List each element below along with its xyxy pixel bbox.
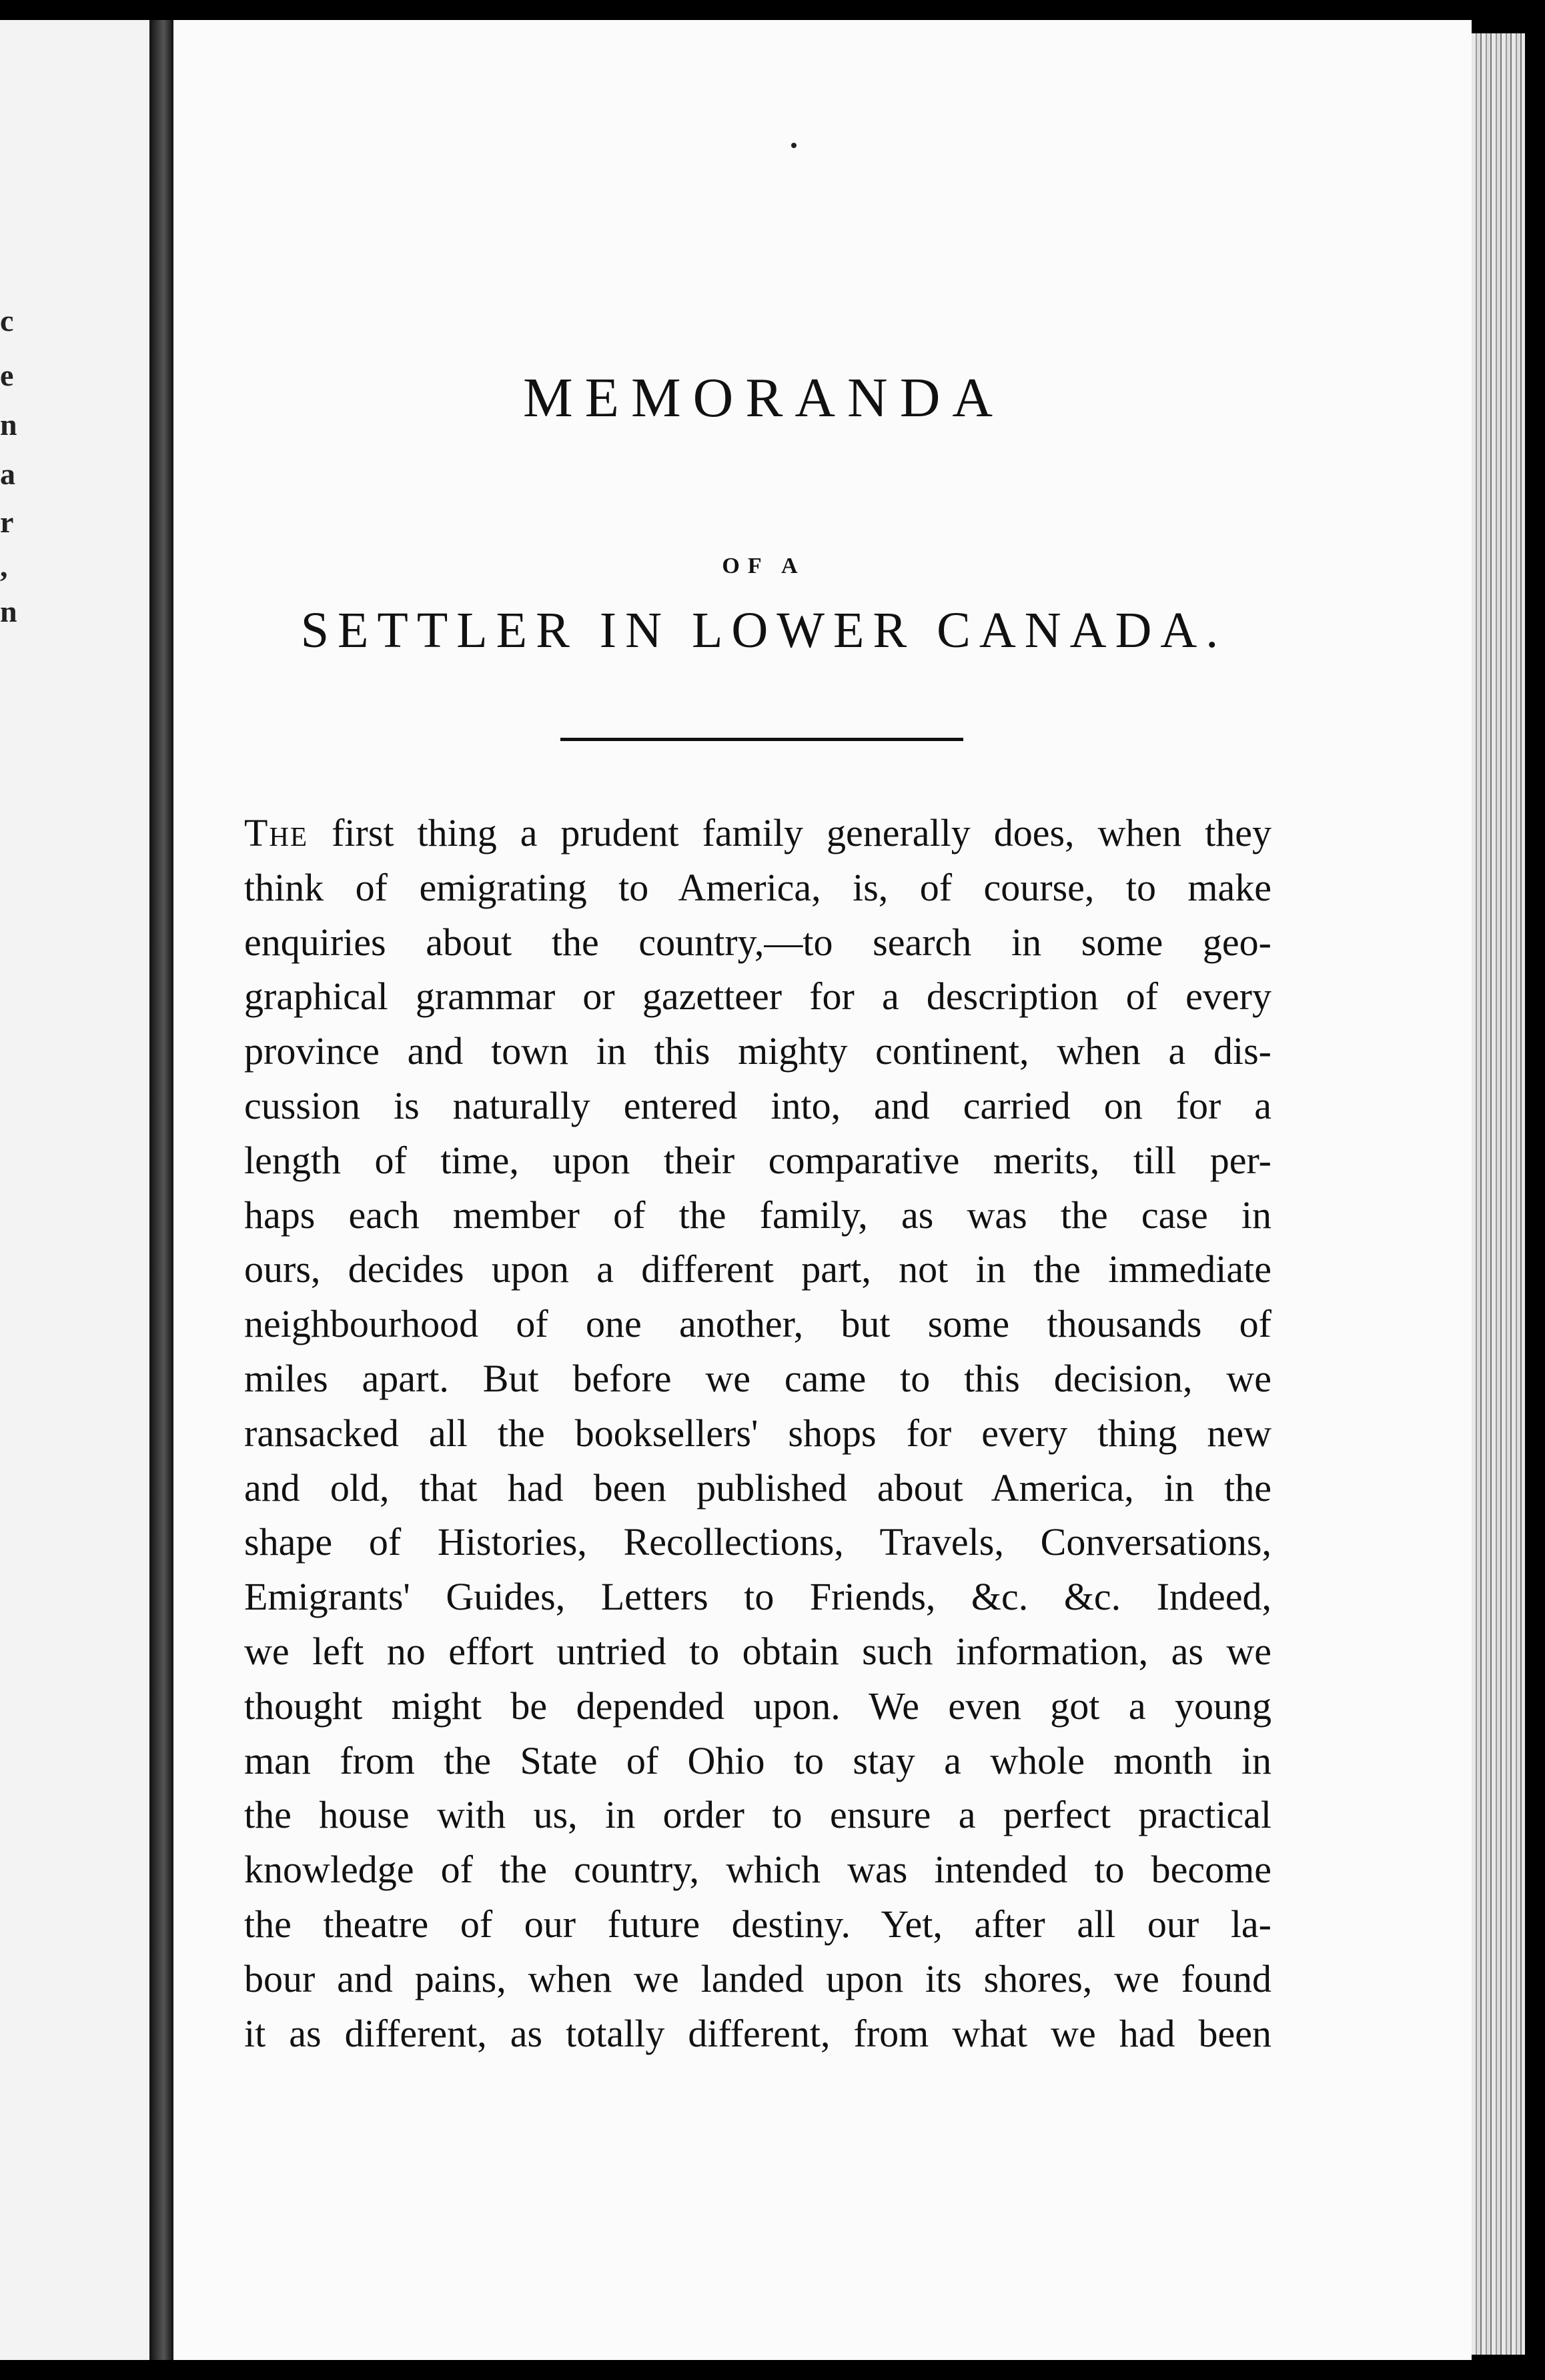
book-gutter (149, 20, 173, 2360)
facing-page (0, 20, 152, 2360)
text-line: cussion is naturally entered into, and carried on for a (244, 1083, 1271, 1127)
text-line: man from the State of Ohio to stay a whole month in (244, 1738, 1271, 1782)
title-rule (560, 738, 963, 741)
facing-page-fragment: r (0, 505, 14, 539)
page-edges (1472, 33, 1525, 2355)
text-line: we left no effort untried to obtain such information, as we (244, 1629, 1271, 1673)
text-line: shape of Histories, Recollections, Travels, Conversations, (244, 1520, 1271, 1564)
text-line: bour and pains, when we landed upon its shores, we found (244, 1956, 1271, 2000)
text-line: the house with us, in order to ensure a perfect practical (244, 1793, 1271, 1837)
text-line: think of emigrating to America, is, of course, to make (244, 865, 1271, 909)
text-line: miles apart. But before we came to this decision, we (244, 1356, 1271, 1400)
title-connector: OF A (722, 554, 806, 578)
text-line: length of time, upon their comparative merits, till per- (244, 1138, 1271, 1182)
text-line: Emigrants' Guides, Letters to Friends, &c. &c. Indeed, (244, 1575, 1271, 1619)
text-line: thought might be depended upon. We even got a young (244, 1684, 1271, 1728)
page-subtitle: SETTLER IN LOWER CANADA. (300, 602, 1227, 658)
text-line: the theatre of our future destiny. Yet, after all our la- (244, 1902, 1271, 1946)
facing-page-fragment: n (0, 408, 17, 442)
page-title: MEMORANDA (522, 367, 1005, 429)
text-line: haps each member of the family, as was the case in (244, 1193, 1271, 1237)
facing-page-fragment: , (0, 549, 8, 583)
text-line: The first thing a prudent family generally does, when they (244, 811, 1271, 854)
first-word: The (244, 811, 309, 854)
text-line: neighbourhood of one another, but some thousands of (244, 1302, 1271, 1346)
text-line: and old, that had been published about America, in the (244, 1465, 1271, 1510)
facing-page-fragment: a (0, 457, 15, 491)
text-line: graphical grammar or gazetteer for a description of every (244, 975, 1271, 1019)
facing-page-fragment: c (0, 304, 14, 338)
text-line: province and town in this mighty continent, when a dis- (244, 1029, 1271, 1073)
ink-speck (791, 143, 797, 148)
text-line: ransacked all the booksellers' shops for every thing new (244, 1411, 1271, 1455)
body-paragraph (244, 806, 1271, 2060)
text-line: knowledge of the country, which was intended to become (244, 1848, 1271, 1892)
text-line: enquiries about the country,—to search in some geo- (244, 920, 1271, 964)
text-line: it as different, as totally different, from what we had been (244, 2011, 1271, 2055)
text-line: ours, decides upon a different part, not in the immediate (244, 1247, 1271, 1291)
facing-page-fragment: e (0, 358, 14, 392)
facing-page-fragment: n (0, 594, 17, 628)
